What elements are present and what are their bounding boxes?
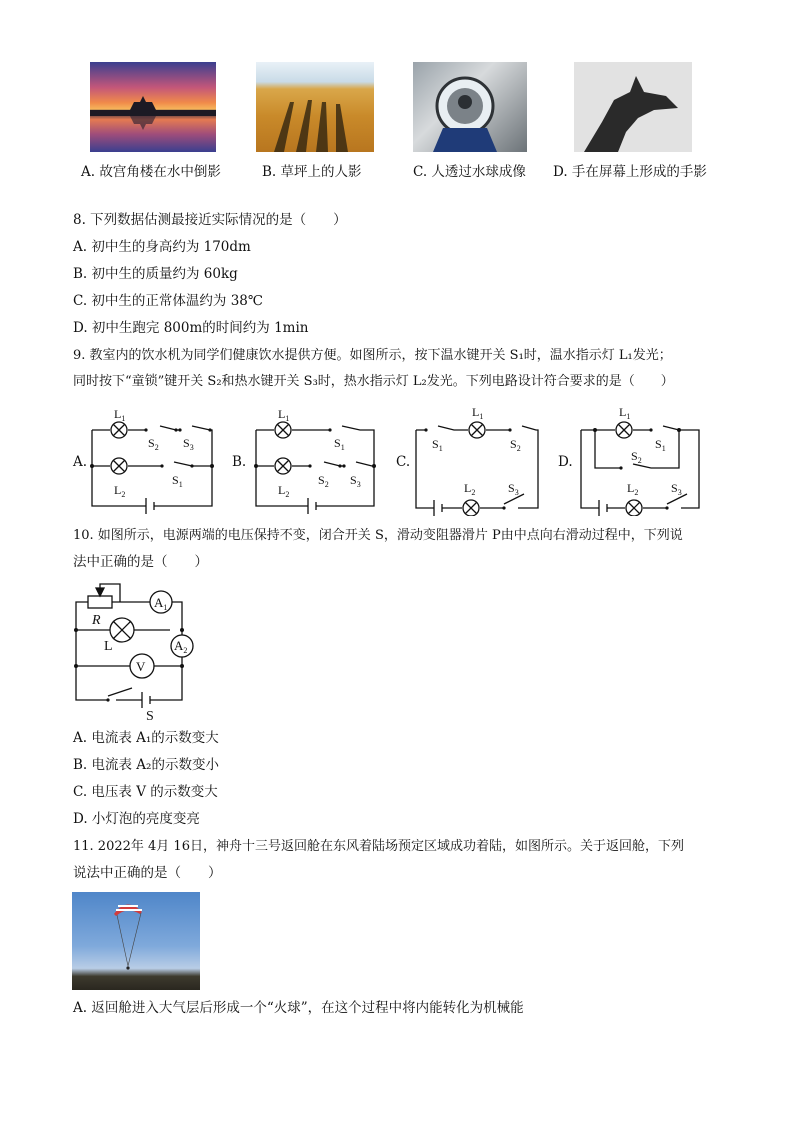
caption-d: D. 手在屏幕上形成的手影 — [553, 164, 707, 180]
photo-forbidden-city-reflection — [90, 62, 216, 152]
caption-a: A. 故宫角楼在水中倒影 — [81, 164, 221, 180]
q10-a1-label: $A_1$ — [154, 595, 168, 612]
b-s2-label: $S_2$ — [318, 473, 329, 489]
q10-r-label: R — [92, 613, 101, 628]
q9-label-c: C. — [396, 454, 411, 470]
d-s3-label: $S_3$ — [671, 481, 682, 497]
q10-option-b: B. 电流表 A₂的示数变小 — [73, 757, 219, 773]
d-s2-label: $S_2$ — [631, 449, 642, 465]
circuit-a — [88, 402, 218, 514]
q8-option-a: A. 初中生的身高约为 170dm — [73, 239, 251, 255]
q10-option-d: D. 小灯泡的亮度变亮 — [73, 811, 200, 827]
c-l2-label: $L_2$ — [464, 481, 476, 497]
q11-option-a: A. 返回舱进入大气层后形成一个“火球”，在这个过程中将内能转化为机械能 — [73, 1000, 524, 1016]
caption-c: C. 人透过水球成像 — [413, 164, 526, 180]
q10-stem-line1: 10. 如图所示，电源两端的电压保持不变，闭合开关 S，滑动变阻器滑片 P由中点向右滑动过程中，下列说 — [73, 528, 683, 543]
q10-l-label: L — [104, 639, 113, 654]
photo-shadows-on-grass — [256, 62, 374, 152]
q8-option-b: B. 初中生的质量约为 60kg — [73, 266, 238, 282]
c-l1-label: $L_1$ — [472, 405, 484, 421]
c-s1-label: $S_1$ — [432, 437, 443, 453]
q10-option-a: A. 电流表 A₁的示数变大 — [73, 730, 219, 746]
c-s3-label: $S_3$ — [508, 481, 519, 497]
q10-a2-label: $A_2$ — [174, 638, 188, 655]
q11-stem-line2: 说法中正确的是（ ） — [73, 865, 222, 881]
photo-return-capsule-landing — [72, 892, 200, 990]
q10-s-label: S — [146, 709, 154, 722]
q8-stem: 8. 下列数据估测最接近实际情况的是（ ） — [73, 212, 347, 228]
q9-label-b: B. — [232, 454, 247, 470]
b-s3-label: $S_3$ — [350, 473, 361, 489]
q10-option-c: C. 电压表 V 的示数变大 — [73, 784, 218, 800]
circuit-b — [252, 402, 382, 514]
q11-stem-line1: 11. 2022年 4月 16日，神舟十三号返回舱在东风着陆场预定区域成功着陆，如图所示。关于返回舱，下列 — [73, 839, 684, 854]
q9-label-d: D. — [558, 454, 573, 470]
circuit-q10 — [70, 578, 200, 722]
q8-option-c: C. 初中生的正常体温约为 38℃ — [73, 293, 264, 309]
circuit-c — [412, 400, 542, 516]
d-l1-label: $L_1$ — [619, 405, 631, 421]
c-s2-label: $S_2$ — [510, 437, 521, 453]
a-s1-label: $S_1$ — [172, 473, 183, 489]
a-l2-label: $L_2$ — [114, 483, 126, 499]
a-s2-label: $S_2$ — [148, 436, 159, 452]
q10-stem-line2: 法中正确的是（ ） — [73, 554, 208, 570]
photo-hand-shadow — [574, 62, 692, 152]
b-l2-label: $L_2$ — [278, 483, 290, 499]
b-l1-label: $L_1$ — [278, 407, 290, 423]
q9-stem-line2: 同时按下“童锁”键开关 S₂和热水键开关 S₃时，热水指示灯 L₂发光。下列电路设计符合要求的是（ ） — [73, 374, 674, 389]
q8-option-d: D. 初中生跑完 800m的时间约为 1min — [73, 320, 309, 336]
q10-v-label: V — [136, 659, 146, 674]
circuit-d — [577, 400, 707, 516]
q9-label-a: A. — [73, 454, 88, 470]
photo-water-ball-image — [413, 62, 527, 152]
d-s1-label: $S_1$ — [655, 437, 666, 453]
q9-stem-line1: 9. 教室内的饮水机为同学们健康饮水提供方便。如图所示，按下温水键开关 S₁时，温水指示灯 L₁发光； — [73, 348, 672, 363]
d-l2-label: $L_2$ — [627, 481, 639, 497]
a-l1-label: $L_1$ — [114, 407, 126, 423]
a-s3-label: $S_3$ — [183, 436, 194, 452]
caption-b: B. 草坪上的人影 — [262, 164, 362, 180]
b-s1-label: $S_1$ — [334, 436, 345, 452]
